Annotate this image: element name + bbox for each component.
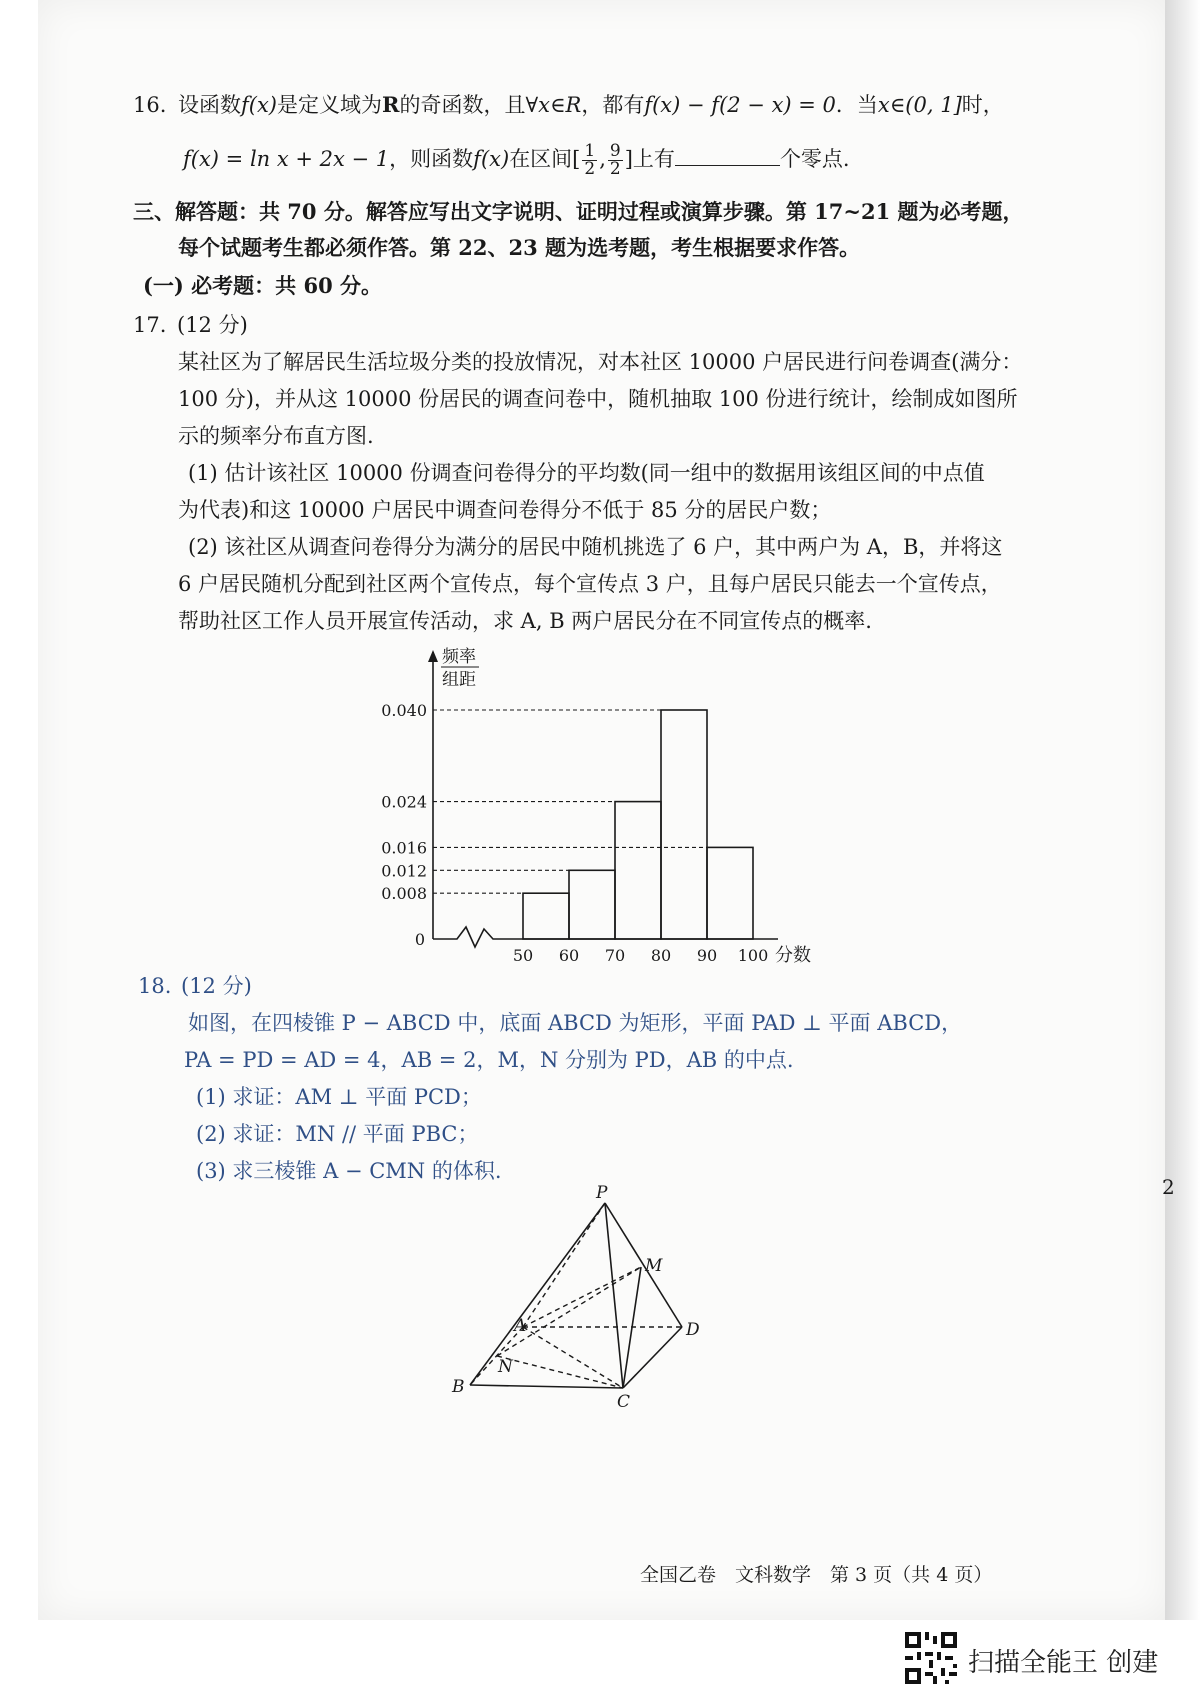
fraction-nine-halves: $\frac{9}{2}$ [609, 141, 621, 179]
q18-number: 18. [138, 974, 172, 998]
segment-AC [523, 1327, 623, 1388]
histogram-bar [615, 802, 661, 939]
q17-sub-1b: 为代表)和这 10000 户居民中调查问卷得分不低于 85 分的居民户数； [178, 498, 832, 522]
fraction-one-half: $\frac{1}{2}$ [584, 141, 596, 179]
margin-mark: 2 [1162, 1175, 1175, 1199]
segment-NC [497, 1356, 623, 1388]
qr-code-icon [905, 1632, 957, 1684]
y-axis-label-top: 频率 [442, 647, 476, 667]
page-edge [1165, 0, 1200, 1620]
section3-heading-cont: 每个试题考生都必须作答。第 22、23 题为选考题，考生根据要求作答。 [178, 235, 861, 260]
label-A: A [514, 1316, 527, 1336]
y-tick-label: 0.008 [381, 884, 427, 904]
q17-sub-2a: (2) 该社区从调查问卷得分为满分的居民中随机挑选了 6 户，其中两户为 A，B，并将这 [188, 535, 1003, 559]
x-axis-label: 分数 [775, 945, 811, 966]
y-axis-label-bottom: 组距 [442, 670, 476, 690]
segment-AM [523, 1267, 641, 1327]
x-tick-label: 70 [604, 946, 626, 965]
q18-para-1: 如图，在四棱锥 P − ABCD 中，底面 ABCD 为矩形，平面 PAD ⊥ 平面 ABCD， [188, 1011, 963, 1035]
q17-para-3: 示的频率分布直方图. [178, 424, 374, 448]
edge-BC [470, 1385, 623, 1388]
x-axis [433, 927, 778, 947]
edge-PD [605, 1203, 682, 1327]
histogram-bar [661, 710, 707, 939]
segment-NM [497, 1267, 641, 1356]
q16-number: 16. [133, 93, 167, 117]
q17-sub-1a: (1) 估计该社区 10000 份调查问卷得分的平均数(同一组中的数据用该组区间的中点值 [188, 461, 985, 485]
q18-para-2: PA = PD = AD = 4，AB = 2，M，N 分别为 PD，AB 的中点. [184, 1048, 794, 1072]
q17-para-2: 100 分)，并从这 10000 份居民的调查问卷中，随机抽取 100 份进行统计，绘制成如图所 [178, 387, 1018, 411]
x-tick-label: 80 [650, 946, 672, 965]
q17-number: 17. [133, 313, 167, 337]
label-C: C [617, 1392, 631, 1410]
x-tick-label: 100 [737, 946, 769, 965]
q16-line-2: f(x) = ln x + 2x − 1，则函数f(x)在区间[ $\frac{1}{2}$ , $\frac{9}{2}$ ]上有 个零点. [183, 141, 850, 179]
answer-blank [675, 143, 780, 166]
histogram-bar [523, 893, 569, 939]
x-tick-label: 90 [696, 946, 718, 965]
q17-points: (12 分) [177, 313, 248, 337]
q18-sub-3: (3) 求三棱锥 A − CMN 的体积. [196, 1159, 502, 1183]
q18-points: (12 分) [181, 974, 252, 998]
y-tick-label: 0.024 [381, 792, 427, 812]
edge-CD [623, 1327, 682, 1388]
label-D: D [686, 1320, 700, 1340]
q18-sub-2: (2) 求证：MN // 平面 PBC； [196, 1122, 479, 1146]
label-B: B [452, 1377, 465, 1397]
x-tick-label: 50 [512, 946, 534, 965]
page-footer: 全国乙卷 文科数学 第 3 页（共 4 页） [640, 1564, 993, 1586]
y-tick-label: 0.016 [381, 838, 427, 858]
y-tick-label: 0.040 [381, 701, 427, 720]
section3-heading: 三、解答题：共 70 分。解答应写出文字说明、证明过程或演算步骤。第 17~21 题为必考题， [133, 199, 1024, 224]
frequency-histogram [360, 640, 840, 970]
edge-PA [523, 1203, 605, 1327]
label-N: N [498, 1357, 513, 1377]
edge-PC [605, 1203, 623, 1388]
q18-sub-1: (1) 求证：AM ⊥ 平面 PCD； [196, 1085, 482, 1109]
histogram-bar [569, 870, 615, 939]
pyramid-figure [440, 1185, 730, 1410]
y-axis-arrow [428, 650, 438, 662]
q17-sub-2c: 帮助社区工作人员开展宣传活动，求 A, B 两户居民分在不同宣传点的概率. [178, 609, 872, 633]
histogram-bar [707, 847, 753, 939]
required-subheading: (一) 必考题：共 60 分。 [143, 273, 383, 298]
y-tick-label: 0.012 [381, 861, 427, 881]
q16-line-1: 设函数f(x)是定义域为R的奇函数，且∀x∈R，都有f(x) − f(2 − x) = 0．当x∈(0, 1]时， [178, 92, 1004, 117]
edge-PB [470, 1203, 605, 1385]
q17-para-1: 某社区为了解居民生活垃圾分类的投放情况，对本社区 10000 户居民进行问卷调查(满分： [178, 350, 1023, 374]
scanner-watermark: 扫描全能王 创建 [968, 1648, 1159, 1678]
label-P: P [596, 1185, 608, 1203]
label-M: M [645, 1256, 663, 1276]
x-tick-label: 60 [558, 946, 580, 965]
origin-label: 0 [414, 930, 425, 949]
q17-sub-2b: 6 户居民随机分配到社区两个宣传点，每个宣传点 3 户，且每户居民只能去一个宣传点， [178, 572, 1002, 596]
